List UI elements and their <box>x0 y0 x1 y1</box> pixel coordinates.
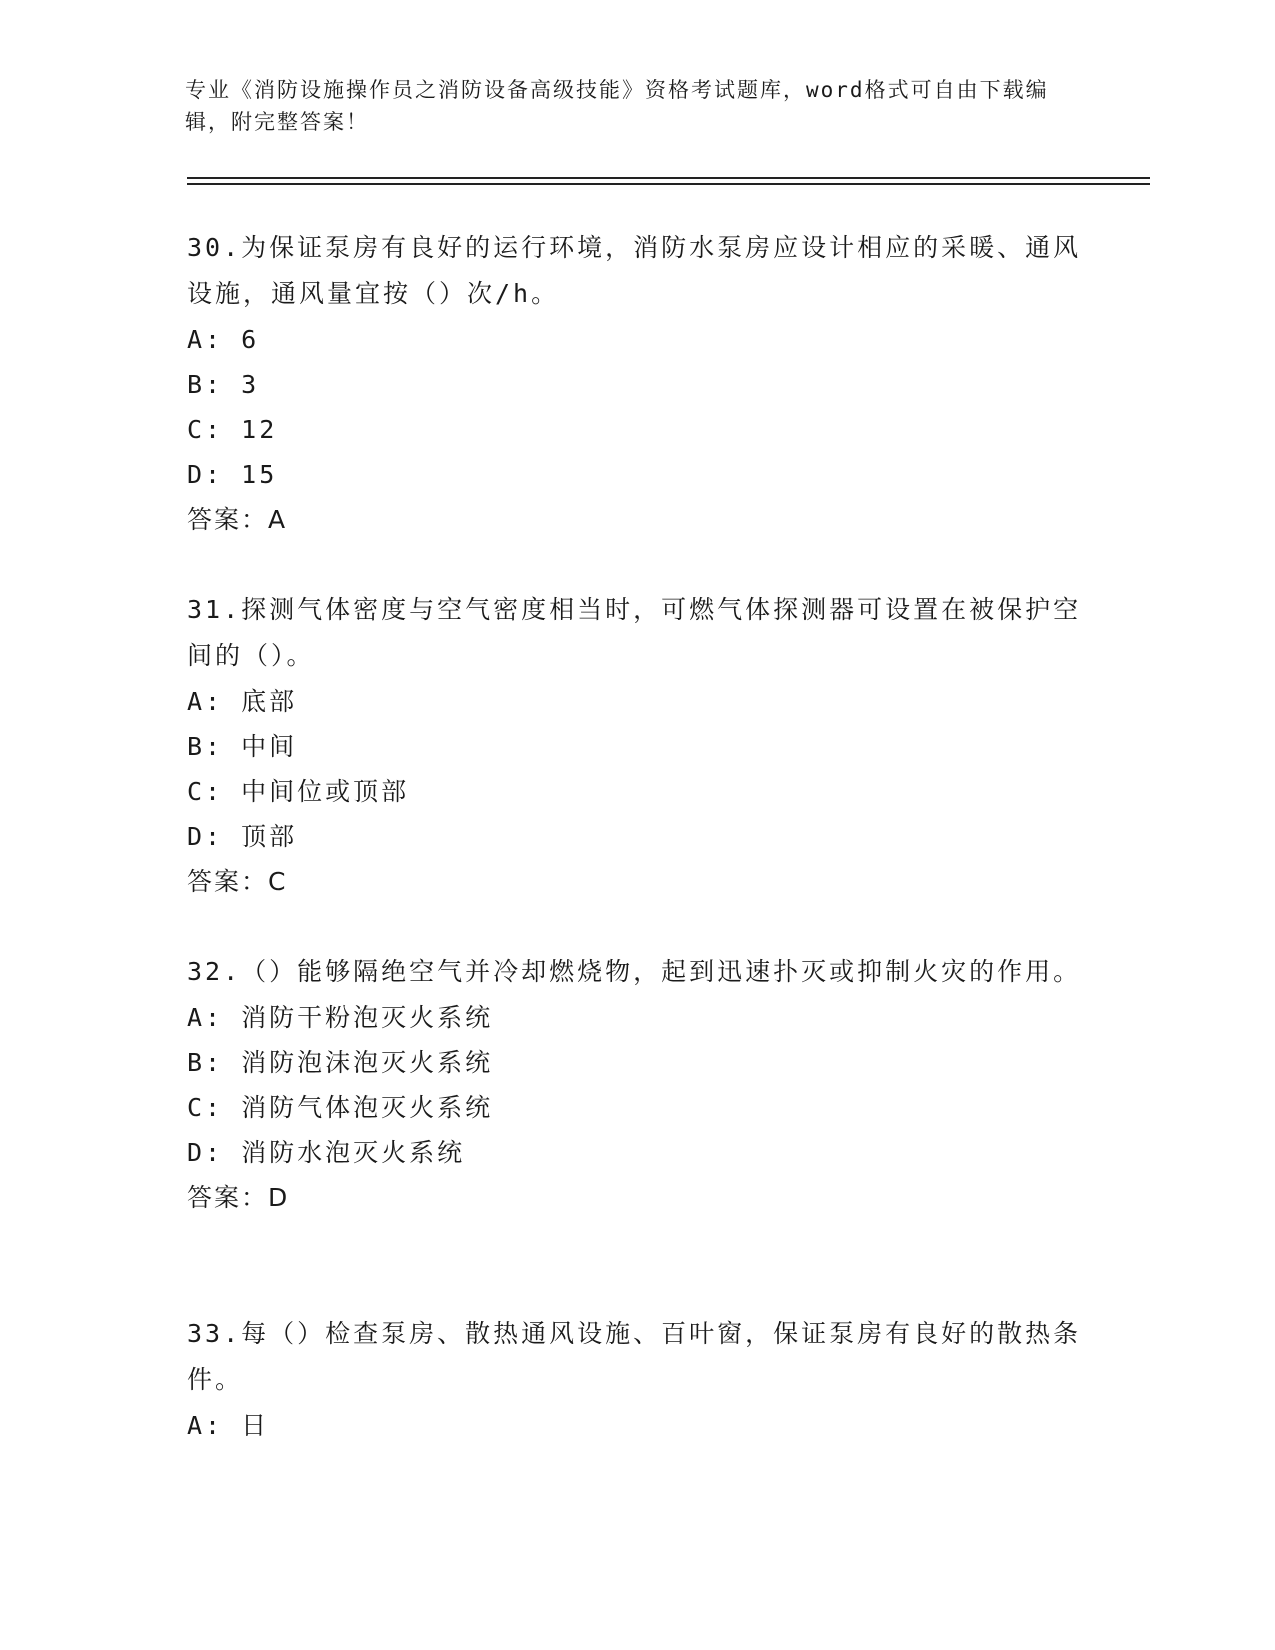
header-divider-bottom <box>187 183 1150 185</box>
option-b: B: 3 <box>187 370 260 399</box>
question-stem: 32.（）能够隔绝空气并冷却燃烧物，起到迅速扑灭或抑制火灾的作用。 <box>187 957 1082 986</box>
question-stem: 31.探测气体密度与空气密度相当时，可燃气体探测器可设置在被保护空间的（）。 <box>187 595 1082 670</box>
header-divider-top <box>187 177 1150 179</box>
question-31 <box>187 587 1087 905</box>
answer-label: 答案：A <box>187 505 288 534</box>
option-b: B: 中间 <box>187 732 298 761</box>
question-33 <box>187 1311 1087 1448</box>
option-a: A: 底部 <box>187 687 298 716</box>
question-stem: 33.每（）检查泵房、散热通风设施、百叶窗，保证泵房有良好的散热条件。 <box>187 1319 1082 1394</box>
answer-label: 答案：D <box>187 1183 290 1212</box>
option-c: C: 消防气体泡灭火系统 <box>187 1093 494 1122</box>
option-a: A: 日 <box>187 1411 270 1440</box>
option-a: A: 6 <box>187 325 260 354</box>
question-stem: 30.为保证泵房有良好的运行环境，消防水泵房应设计相应的采暖、通风设施，通风量宜按（）次/h。 <box>187 233 1082 308</box>
header-text: 专业《消防设施操作员之消防设备高级技能》资格考试题库，word格式可自由下载编辑，附完整答案！ <box>185 78 1049 134</box>
option-b: B: 消防泡沫泡灭火系统 <box>187 1048 494 1077</box>
option-c: C: 中间位或顶部 <box>187 777 410 806</box>
question-32 <box>187 949 1087 1221</box>
question-30 <box>187 225 1087 543</box>
answer-label: 答案：C <box>187 867 288 896</box>
option-d: D: 消防水泡灭火系统 <box>187 1138 466 1167</box>
option-d: D: 顶部 <box>187 822 298 851</box>
option-d: D: 15 <box>187 460 278 489</box>
option-a: A: 消防干粉泡灭火系统 <box>187 1003 494 1032</box>
option-c: C: 12 <box>187 415 278 444</box>
